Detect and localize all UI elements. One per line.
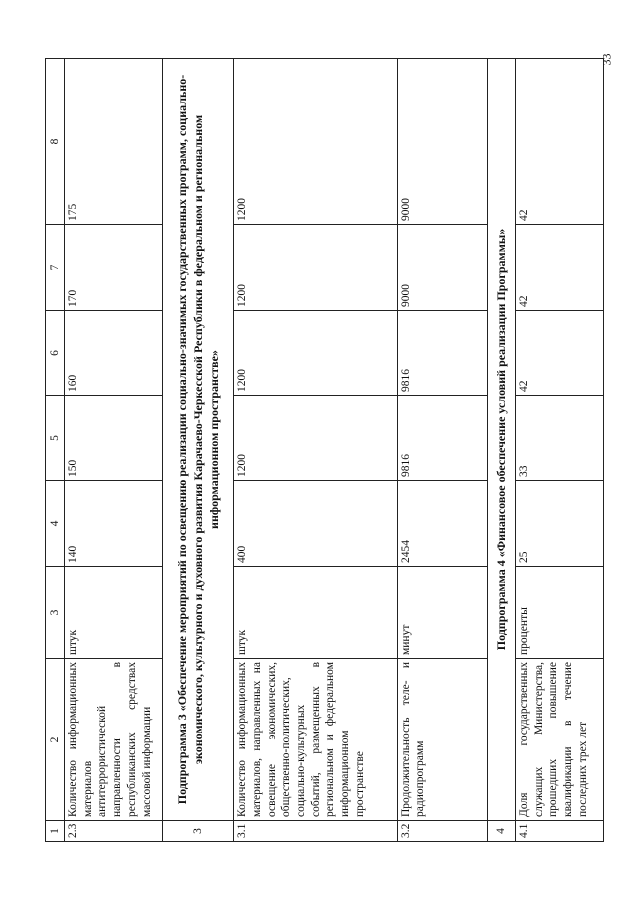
row-number: 3.2: [397, 821, 487, 842]
value-cell: 42: [515, 311, 603, 396]
table-row: [234, 59, 397, 842]
rotated-table-container: [45, 59, 604, 842]
indicators-table: [45, 58, 604, 842]
header-row: [46, 59, 65, 842]
value-cell: 170: [65, 225, 163, 311]
unit-cell: минут: [397, 567, 487, 659]
table-row: [397, 59, 487, 842]
value-cell: 1200: [234, 396, 397, 481]
section-number: 4: [487, 821, 515, 842]
header-cell: 5: [46, 396, 65, 481]
unit-cell: проценты: [515, 567, 603, 659]
header-cell: 8: [46, 59, 65, 225]
header-cell: 4: [46, 481, 65, 567]
value-cell: 1200: [234, 225, 397, 311]
value-cell: 9000: [397, 225, 487, 311]
unit-cell: штук: [234, 567, 397, 659]
table-row: [515, 59, 603, 842]
row-number: 4.1: [515, 821, 603, 842]
value-cell: 1200: [234, 59, 397, 225]
header-cell: 6: [46, 311, 65, 396]
section-title: Подпрограмма 4 «Финансовое обеспечение условий реализации Программы»: [487, 59, 515, 821]
value-cell: 1200: [234, 311, 397, 396]
section-row: [487, 59, 515, 842]
value-cell: 160: [65, 311, 163, 396]
value-cell: 9000: [397, 59, 487, 225]
page-number: 33: [599, 53, 614, 66]
section-number: 3: [163, 821, 234, 842]
header-cell: 3: [46, 567, 65, 659]
unit-cell: штук: [65, 567, 163, 659]
value-cell: 140: [65, 481, 163, 567]
header-cell: 2: [46, 659, 65, 821]
value-cell: 42: [515, 225, 603, 311]
value-cell: 9816: [397, 396, 487, 481]
value-cell: 150: [65, 396, 163, 481]
value-cell: 42: [515, 59, 603, 225]
indicator-name: Доля государственных служащих Министерства, прошедших повышение квалификации в течение последних трех лет: [515, 659, 603, 821]
indicator-name: Количество информационных материалов антитеррористической направленности в республиканских средствах массовой информации: [65, 659, 163, 821]
indicator-name: Продолжительность теле- и радиопрограмм: [397, 659, 487, 821]
value-cell: 25: [515, 481, 603, 567]
value-cell: 175: [65, 59, 163, 225]
value-cell: 400: [234, 481, 397, 567]
row-number: 2.3: [65, 821, 163, 842]
value-cell: 2454: [397, 481, 487, 567]
value-cell: 33: [515, 396, 603, 481]
row-number: 3.1: [234, 821, 397, 842]
value-cell: 9816: [397, 311, 487, 396]
section-row: [163, 59, 234, 842]
indicator-name: Количество информационных материалов, направленных на освещение экономических, общественно-политических, социально-культурных событий, размещенных в региональном и федеральном информационном пространстве: [234, 659, 397, 821]
table-row: [65, 59, 163, 842]
header-cell: 7: [46, 225, 65, 311]
header-cell: 1: [46, 821, 65, 842]
section-title: Подпрограмма 3 «Обеспечение мероприятий по освещению реализации социально-значимых государственных программ, социально-экономического, культурного и духовного развития Карачаево-Черкесской Республики в федеральном и региональном информационном пространстве»: [163, 59, 234, 821]
